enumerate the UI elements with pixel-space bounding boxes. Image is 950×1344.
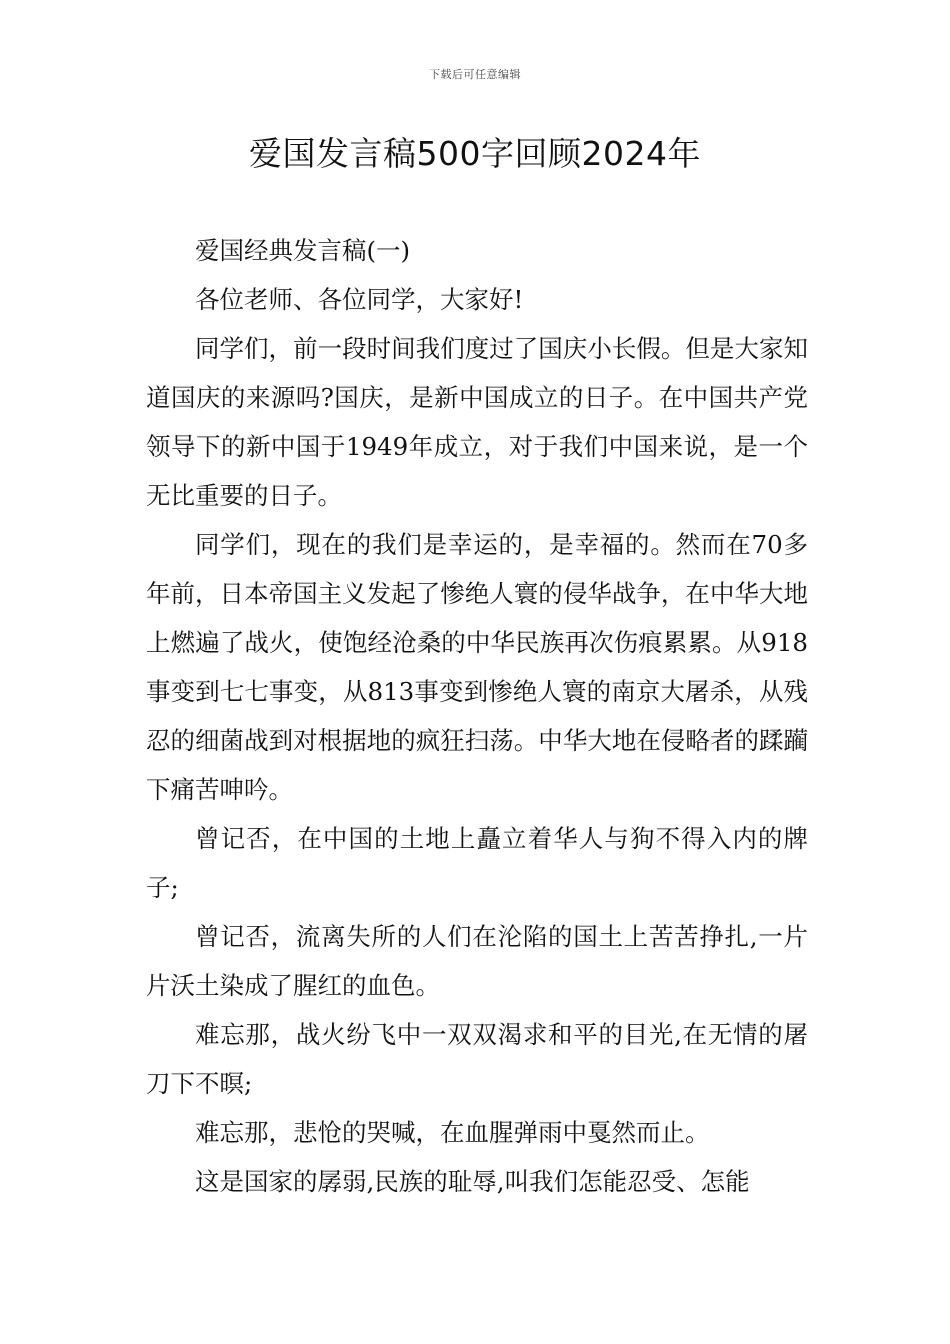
document-title: 爱国发言稿500字回顾2024年 [249,134,701,173]
body-paragraph: 难忘那，悲怆的哭喊，在血腥弹雨中戛然而止。 [195,1118,710,1147]
body-paragraph: 曾记否，在中国的土地上矗立着华人与狗不得入内的牌子; [146,824,808,902]
body-paragraph: 同学们，前一段时间我们度过了国庆小长假。但是大家知道国庆的来源吗?国庆，是新中国成立的日子。在中国共产党领导下的新中国于1949年成立，对于我们中国来说，是一个无比重要的日子。 [146,334,808,510]
page-header-note: 下载后可任意编辑 [429,68,521,81]
document-body [146,226,808,1206]
greeting-paragraph: 各位老师、各位同学，大家好! [195,285,524,314]
body-paragraph: 曾记否，流离失所的人们在沦陷的国土上苦苦挣扎,一片片沃土染成了腥红的血色。 [146,922,808,1000]
body-paragraph: 这是国家的孱弱,民族的耻辱,叫我们怎能忍受、怎能 [195,1167,750,1196]
section-heading: 爱国经典发言稿(一) [195,236,411,265]
body-paragraph: 同学们，现在的我们是幸运的，是幸福的。然而在70多年前，日本帝国主义发起了惨绝人寰的侵华战争，在中华大地上燃遍了战火，使饱经沧桑的中华民族再次伤痕累累。从918事变到七七事变，从813事变到惨绝人寰的南京大屠杀，从残忍的细菌战到对根据地的疯狂扫荡。中华大地在侵略者的蹂躏下痛苦呻吟。 [146,530,808,804]
body-paragraph: 难忘那，战火纷飞中一双双渴求和平的目光,在无情的屠刀下不暝; [146,1020,808,1098]
